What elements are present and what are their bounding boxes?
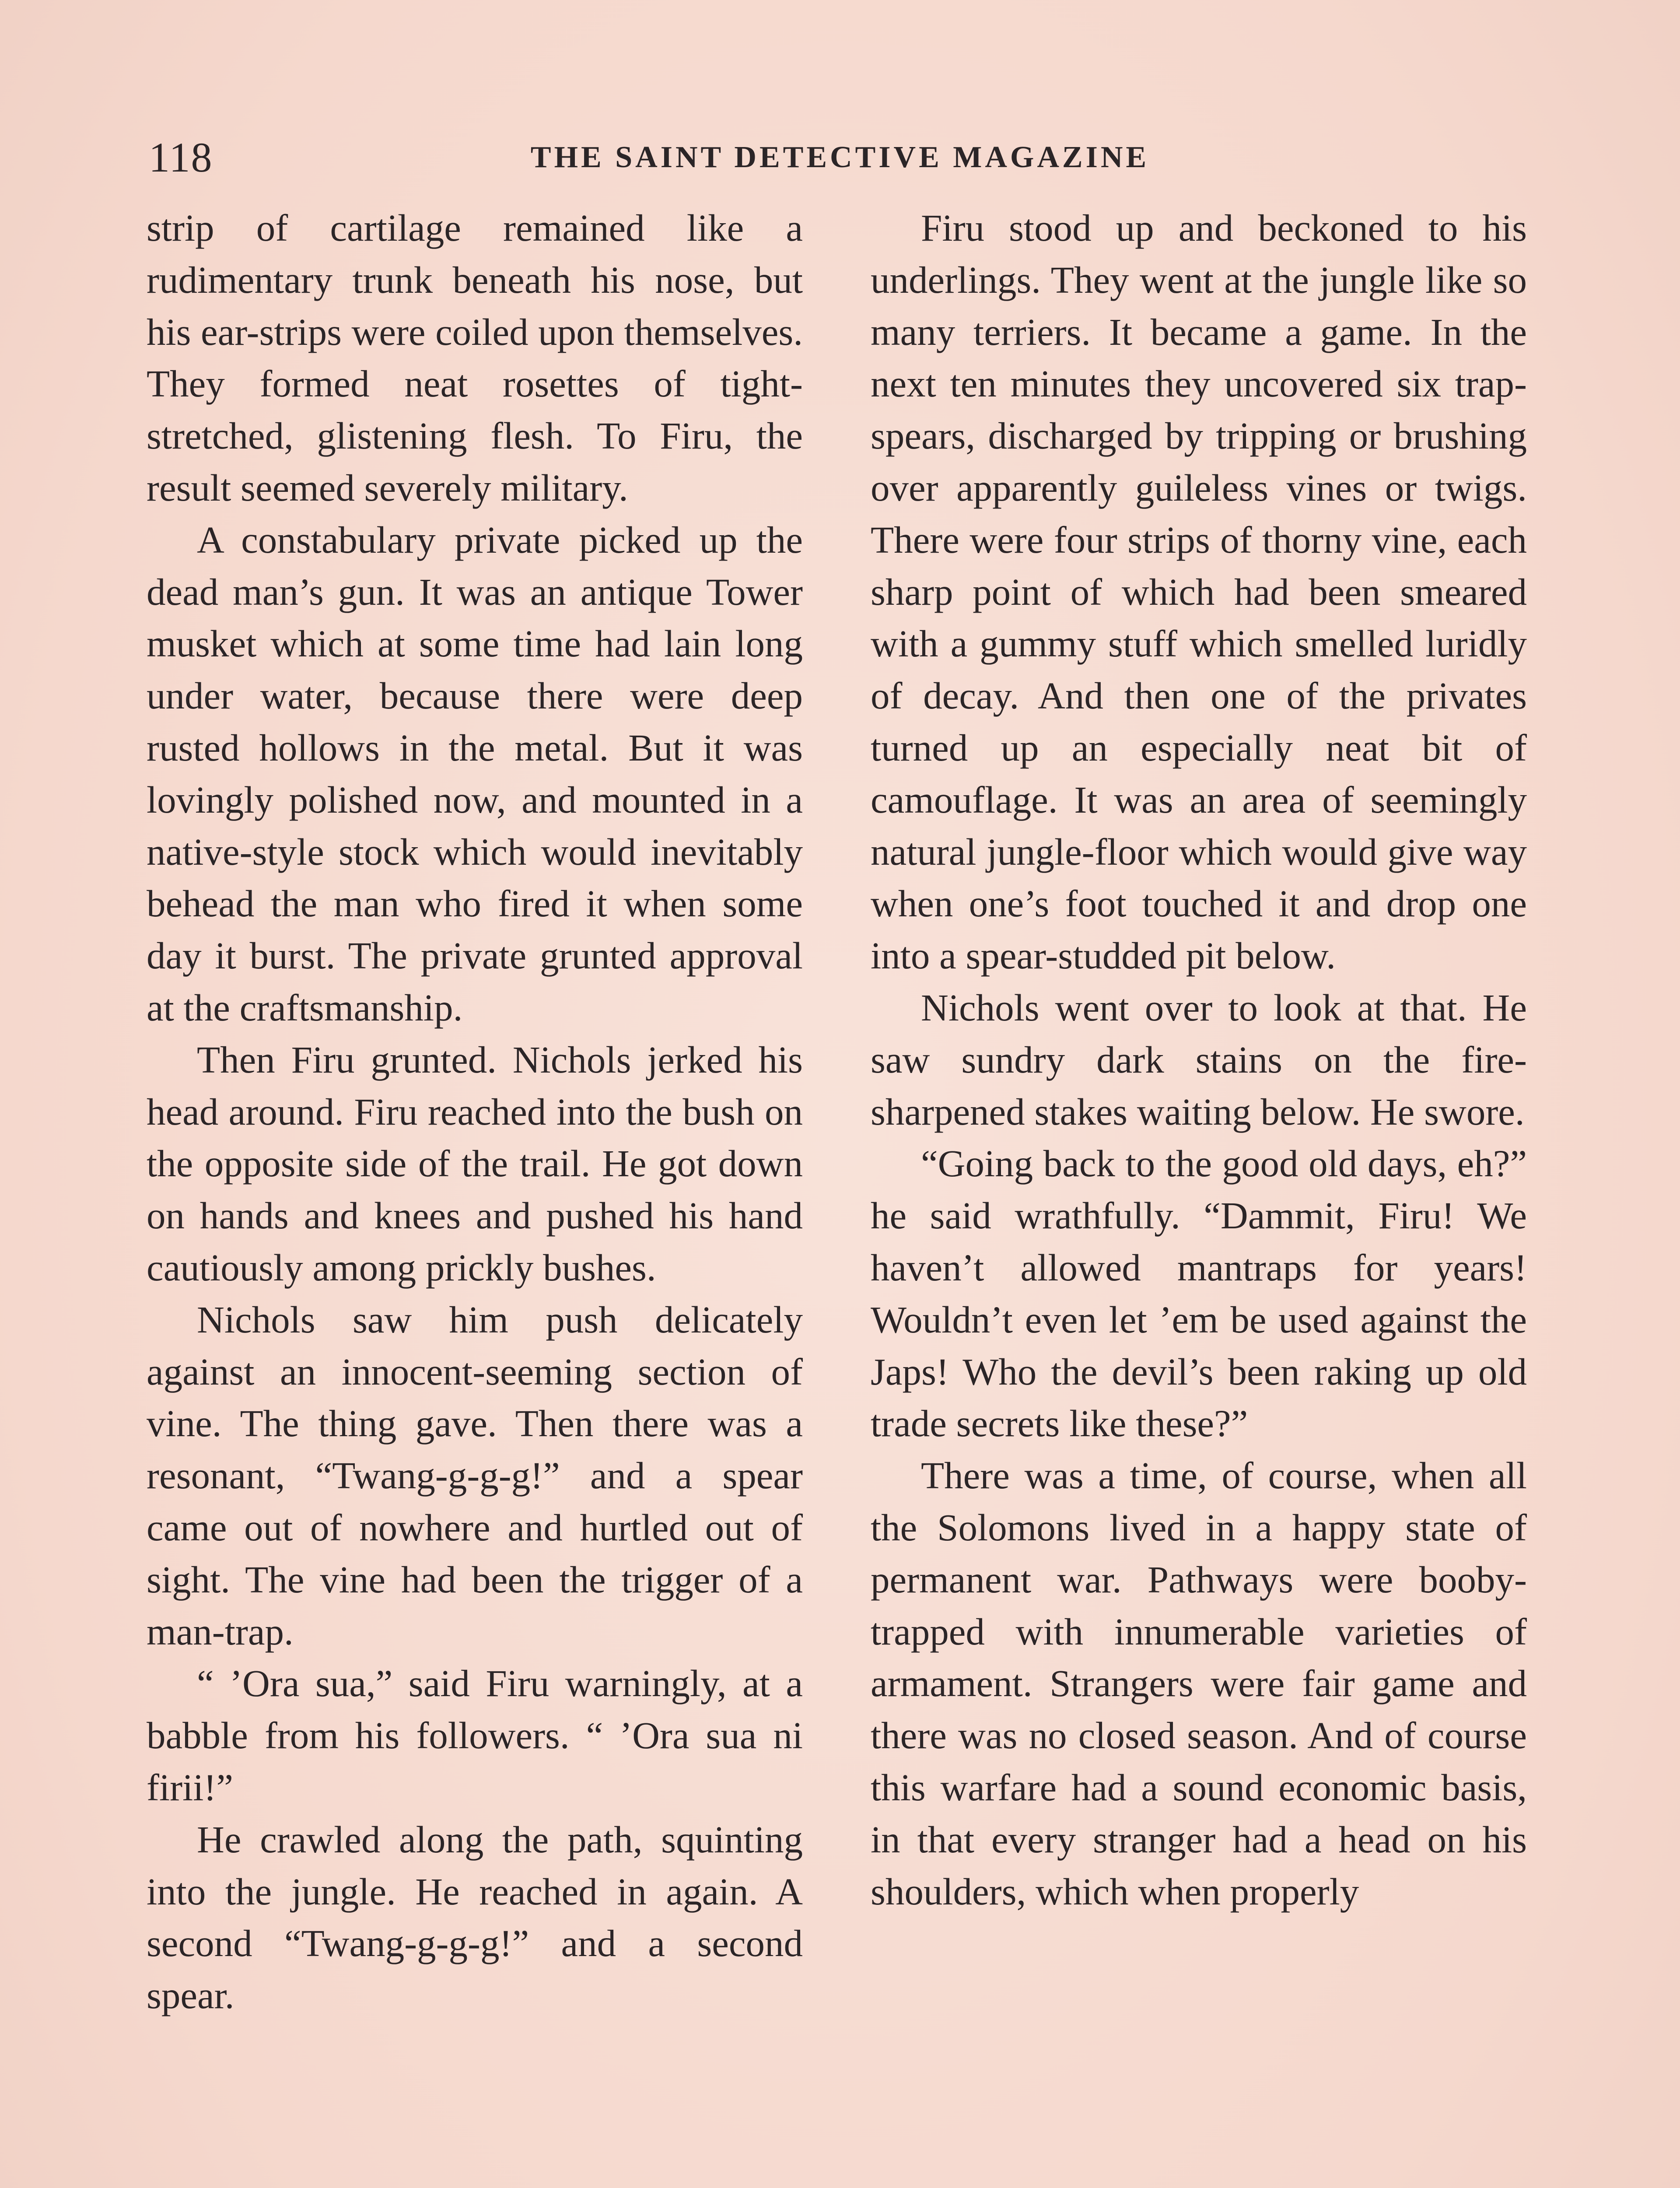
paragraph: He crawled along the path, squinting into the jungle. He reached in again. A second “Twang-g-g-g!” and a second spear.	[147, 1818, 803, 2017]
paragraph: “ ’Ora sua,” said Firu warningly, at a babble from his followers. “ ’Ora sua ni firii!”	[147, 1662, 803, 1809]
paragraph: There was a time, of course, when all the Solomons lived in a happy state of permanent war. Pathways were booby-trapped with innumerable varieties of armament. Strangers were fair game and there was no closed season. And of course this warfare had a sound economic basis, in that every stranger had a head on his shoulders, which when properly	[871, 1454, 1527, 1913]
paragraph: A constabulary private picked up the dead man’s gun. It was an antique Tower musket which at some time had lain long under water, because there were deep rusted hollows in the metal. But it was lovingly polished now, and mounted in a native-style stock which would inevitably behead the man who fired it when some day it burst. The private grunted approval at the craftsmanship.	[147, 518, 803, 1029]
paragraph: “Going back to the good old days, eh?” he said wrathfully. “Dammit, Firu! We haven’t allowed mantraps for years! Wouldn’t even let ’em be used against the Japs! Who the devil’s been raking up old trade secrets like these?”	[871, 1142, 1527, 1445]
page-number: 118	[149, 134, 213, 181]
paragraph: strip of cartilage remained like a rudimentary trunk beneath his nose, but his ear-strips were coiled upon themselves. They formed neat rosettes of tight-stretched, glistening flesh. To Firu, the result seemed severely military.	[147, 207, 803, 509]
left-column	[147, 202, 803, 2022]
paragraph: Nichols saw him push delicately against an innocent-seeming section of vine. The thing gave. Then there was a resonant, “Twang-g-g-g!” and a spear came out of nowhere and hurtled out of sight. The vine had been the trigger of a man-trap.	[147, 1298, 803, 1653]
right-column	[871, 202, 1527, 1918]
paragraph: Firu stood up and beckoned to his underlings. They went at the jungle like so many terriers. It became a game. In the next ten minutes they uncovered six trap-spears, discharged by tripping or brushing over apparently guileless vines or twigs. There were four strips of thorny vine, each sharp point of which had been smeared with a gummy stuff which smelled luridly of decay. And then one of the privates turned up an especially neat bit of camouflage. It was an area of seemingly natural jungle-floor which would give way when one’s foot touched it and drop one into a spear-studded pit below.	[871, 207, 1527, 977]
running-head: THE SAINT DETECTIVE MAGAZINE	[530, 140, 1150, 174]
paragraph: Then Firu grunted. Nichols jerked his head around. Firu reached into the bush on the opposite side of the trail. He got down on hands and knees and pushed his hand cautiously among prickly bushes.	[147, 1038, 803, 1289]
page-header	[149, 131, 1531, 184]
paragraph: Nichols went over to look at that. He saw sundry dark stains on the fire-sharpened stakes waiting below. He swore.	[871, 986, 1527, 1133]
